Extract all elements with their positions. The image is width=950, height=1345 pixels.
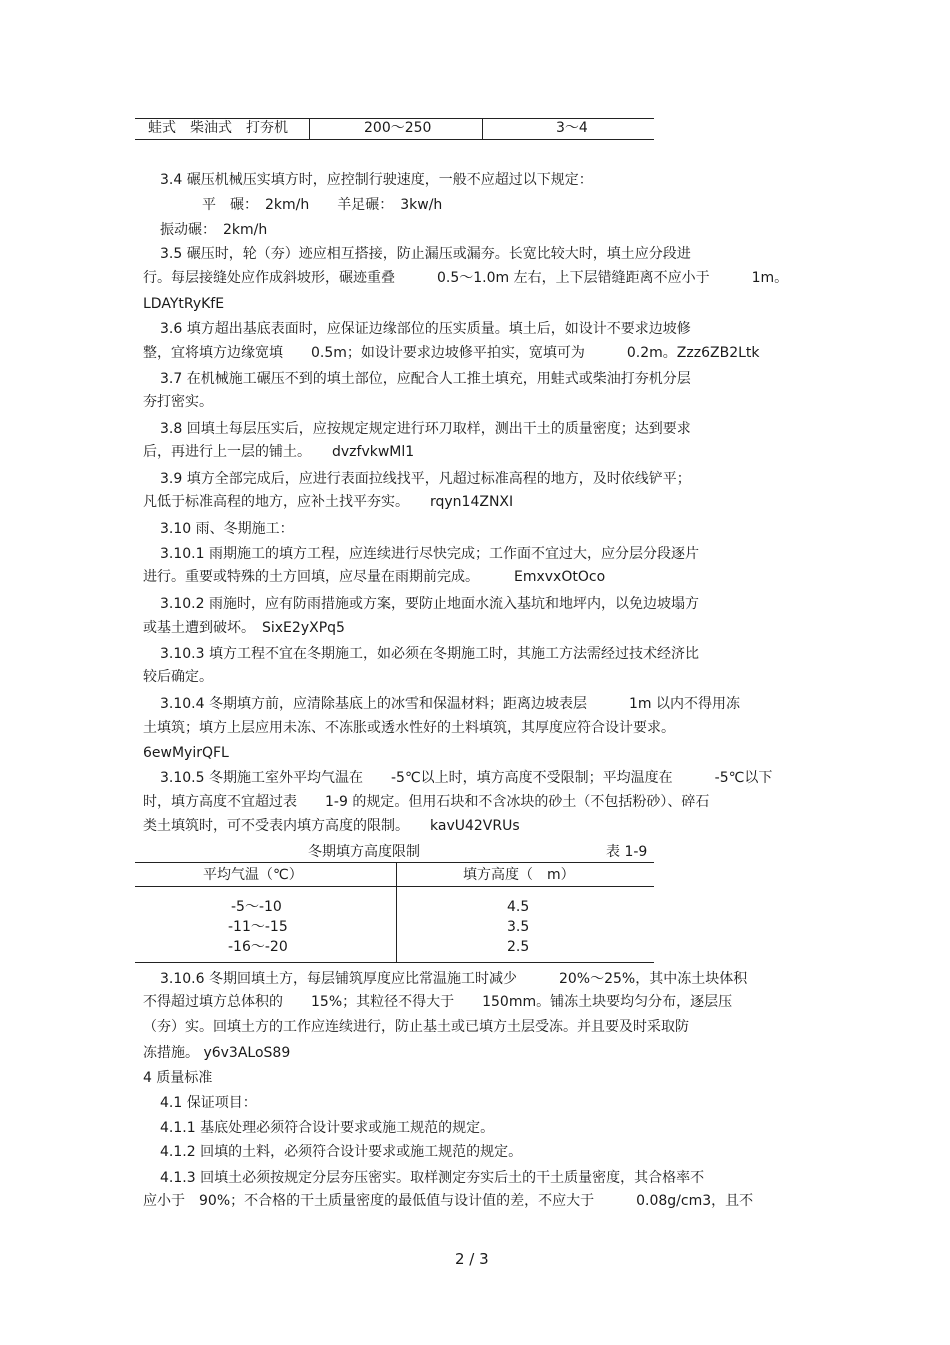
paragraph-3-10-6: （夯）实。回填土方的工作应连续进行，防止基土或已填方土层受冻。并且要及时采取防 (143, 1019, 689, 1035)
table-1-9-cell: -16～-20 (228, 939, 288, 955)
paragraph-3-10-6: 3.10.6 冬期回填土方，每层铺筑厚度应比常温施工时减少 20%～25%，其中冻土块体积 (160, 971, 748, 987)
table-1-9-cell: 4.5 (507, 899, 530, 915)
paragraph-3-10-5: 时，填方高度不宜超过表 1-9 的规定。但用石块和不含冰块的砂土（不包括粉砂）、碎石 (143, 794, 710, 810)
table-1-9-rule-header (135, 886, 654, 887)
table-1-9-header: 平均气温（℃） (203, 867, 303, 883)
table-1-9-cell: 3.5 (507, 919, 530, 935)
paragraph-4-1-2: 4.1.2 回填的土料，必须符合设计要求或施工规范的规定。 (160, 1144, 523, 1160)
top-table-cell: 200～250 (364, 120, 432, 136)
top-table-divider (482, 118, 483, 139)
table-1-9-cell: -11～-15 (228, 919, 288, 935)
top-table-cell: 3～4 (556, 120, 588, 136)
paragraph-3-10-3: 较后确定。 (143, 669, 213, 685)
paragraph-3-10-4-code: 6ewMyirQFL (143, 745, 229, 761)
paragraph-3-5: 3.5 碾压时，轮（夯）迹应相互搭接，防止漏压或漏夯。长宽比较大时，填土应分段进 (160, 246, 691, 262)
paragraph-4-1-1: 4.1.1 基底处理必须符合设计要求或施工规范的规定。 (160, 1120, 495, 1136)
table-1-9-divider (396, 862, 397, 962)
table-1-9-cell: -5～-10 (231, 899, 282, 915)
paragraph-3-6: 3.6 填方超出基底表面时，应保证边缘部位的压实质量。填土后，如设计不要求边坡修 (160, 321, 691, 337)
paragraph-4-1: 4.1 保证项目： (160, 1095, 257, 1111)
table-1-9-rule-bottom (135, 962, 654, 963)
paragraph-3-10-1: 3.10.1 雨期施工的填方工程，应连续进行尽快完成；工作面不宜过大，应分层分段逐片 (160, 546, 699, 562)
table-1-9-label: 表 1-9 (606, 844, 648, 860)
paragraph-3-6: 整，宜将填方边缘宽填 0.5m；如设计要求边坡修平拍实，宽填可为 0.2m。Zzz6ZB2Ltk (143, 345, 760, 361)
paragraph-3-10-5: 类土填筑时，可不受表内填方高度的限制。 kavU42VRUs (143, 818, 520, 834)
paragraph-3-10-5: 3.10.5 冬期施工室外平均气温在 -5℃以上时，填方高度不受限制；平均温度在 -5℃以下 (160, 770, 773, 786)
table-1-9-cell: 2.5 (507, 939, 530, 955)
page-number: 2 / 3 (455, 1250, 489, 1268)
paragraph-3-10-6: 不得超过填方总体积的 15%；其粒径不得大于 150mm。铺冻土块要均匀分布，逐层压 (143, 994, 733, 1010)
paragraph-4-1-3: 应小于 90%；不合格的干土质量密度的最低值与设计值的差，不应大于 0.08g/cm3，且不 (143, 1193, 754, 1209)
paragraph-3-10-2: 3.10.2 雨施时，应有防雨措施或方案，要防止地面水流入基坑和地坪内，以免边坡塌方 (160, 596, 699, 612)
paragraph-3-10-1: 进行。重要或特殊的土方回填，应尽量在雨期前完成。 EmxvxOtOco (143, 569, 606, 585)
paragraph-3-10: 3.10 雨、冬期施工： (160, 521, 294, 537)
paragraph-3-8: 后，再进行上一层的铺土。 dvzfvkwMl1 (143, 444, 415, 460)
paragraph-3-9: 凡低于标准高程的地方，应补土找平夯实。 rqyn14ZNXI (143, 494, 514, 510)
top-table-rule-bottom (135, 139, 654, 140)
paragraph-3-4: 3.4 碾压机械压实填方时，应控制行驶速度，一般不应超过以下规定： (160, 172, 593, 188)
paragraph-3-4-speeds: 平 碾： 2km/h 羊足碾： 3kw/h (202, 197, 443, 213)
paragraph-3-5-code: LDAYtRyKfE (143, 296, 225, 312)
paragraph-4-1-3: 4.1.3 回填土必须按规定分层夯压密实。取样测定夯实后土的干土质量密度，其合格率不 (160, 1170, 705, 1186)
top-table-divider (309, 118, 310, 139)
paragraph-3-10-6: 冻措施。 y6v3ALoS89 (143, 1045, 291, 1061)
paragraph-3-8: 3.8 回填土每层压实后，应按规定规定进行环刀取样，测出干土的质量密度；达到要求 (160, 421, 691, 437)
section-4-heading: 4 质量标准 (143, 1070, 213, 1086)
table-1-9-header: 填方高度（ m） (463, 867, 575, 883)
table-1-9-rule-top (135, 862, 654, 863)
paragraph-3-10-3: 3.10.3 填方工程不宜在冬期施工，如必须在冬期施工时，其施工方法需经过技术经济比 (160, 646, 699, 662)
paragraph-3-4-vibratory: 振动碾： 2km/h (160, 222, 268, 238)
paragraph-3-9: 3.9 填方全部完成后，应进行表面拉线找平，凡超过标准高程的地方，及时依线铲平； (160, 471, 691, 487)
table-1-9-title: 冬期填方高度限制 (308, 844, 420, 860)
paragraph-3-10-2: 或基土遭到破坏。 SixE2yXPq5 (143, 620, 345, 636)
top-table-cell: 蛙式 柴油式 打夯机 (148, 120, 288, 136)
paragraph-3-5: 行。每层接缝处应作成斜坡形，碾迹重叠 0.5～1.0m 左右，上下层错缝距离不应小于 1m。 (143, 270, 789, 286)
paragraph-3-10-4: 土填筑；填方上层应用未冻、不冻胀或透水性好的土料填筑，其厚度应符合设计要求。 (143, 720, 675, 736)
paragraph-3-7: 夯打密实。 (143, 394, 213, 410)
paragraph-3-7: 3.7 在机械施工碾压不到的填土部位，应配合人工推土填充，用蛙式或柴油打夯机分层 (160, 371, 691, 387)
paragraph-3-10-4: 3.10.4 冬期填方前，应清除基底上的冰雪和保温材料；距离边坡表层 1m 以内不得用冻 (160, 696, 740, 712)
